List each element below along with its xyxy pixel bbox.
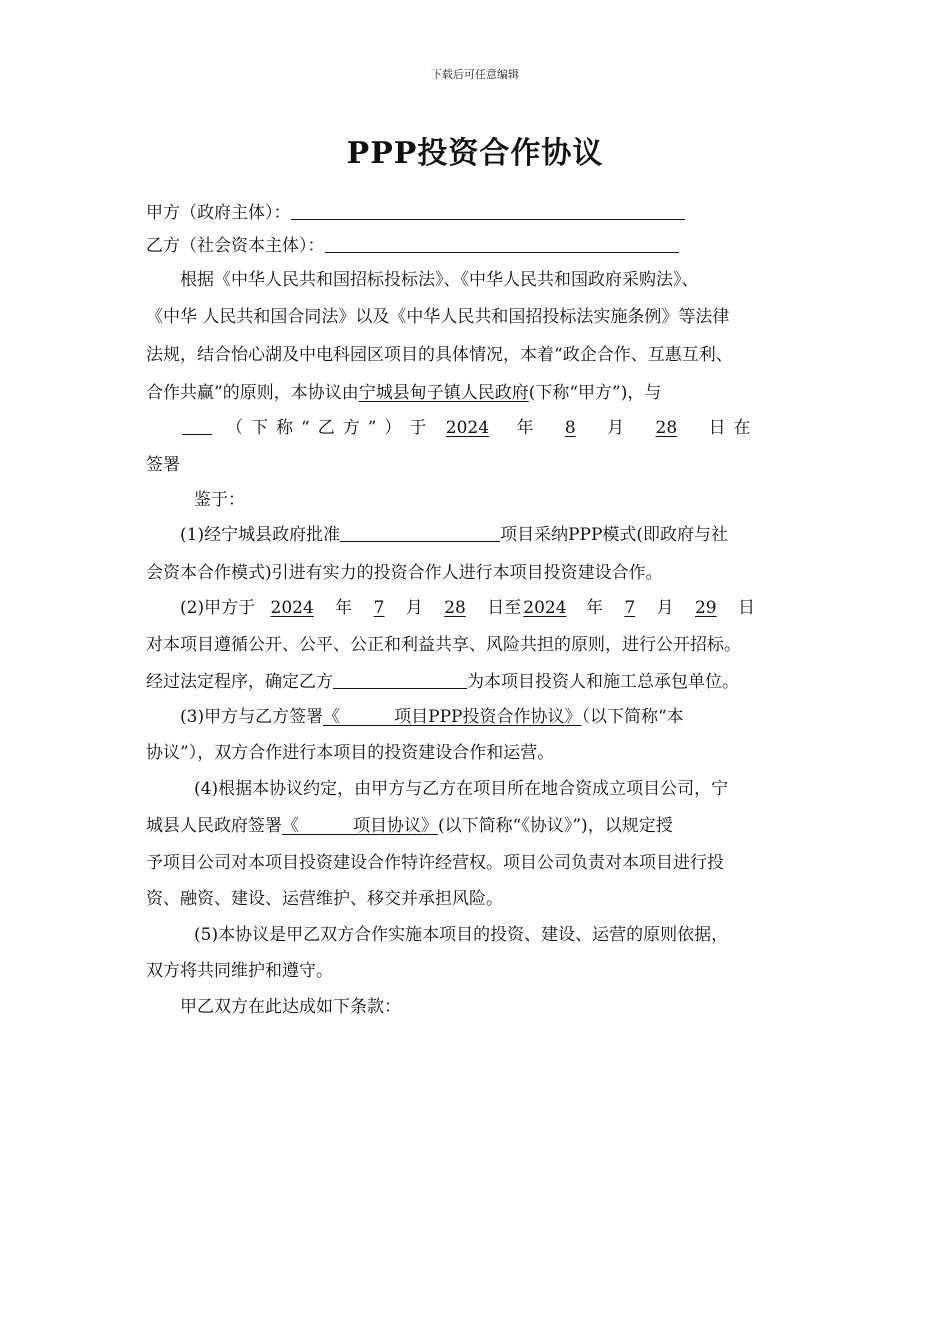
project-agreement-title: 《 项目协议》 (282, 816, 439, 836)
unit-month: 月 (656, 598, 674, 618)
clause-2-line-1 (146, 596, 860, 620)
closing-line: 甲乙双方在此达成如下条款： (180, 997, 401, 1017)
clause-1-text: 项目采纳PPP模式(即政府与社 (500, 525, 729, 545)
preamble-text: （下称“乙方”）于 (226, 418, 435, 438)
unit-day: 日 (738, 598, 756, 618)
party-b-name-blank[interactable] (333, 670, 467, 689)
unit-month: 月 (607, 418, 625, 438)
clause-3-line-1 (146, 705, 860, 729)
clause-4-text: (以下简称“《协议》”)，以规定授 (438, 816, 673, 836)
end-year: 2024 (523, 598, 567, 618)
document-title: PPP投资合作协议 (346, 136, 604, 171)
whereas-heading: 鉴于： (194, 490, 245, 510)
preamble-line-1: 根据《中华人民共和国招标投标法》、《中华人民共和国政府采购法》、 (180, 270, 699, 290)
header-note: 下载后可任意编辑 (431, 68, 519, 81)
clause-2-text: 为本项目投资人和施工总承包单位。 (467, 672, 739, 692)
clause-5-line-2: 双方将共同维护和遵守。 (146, 961, 333, 981)
project-name-blank[interactable] (340, 523, 500, 542)
clause-2-text: 日至 (487, 598, 522, 618)
party-a-field[interactable] (291, 201, 685, 220)
clause-4-line-1: (4)根据本协议约定，由甲方与乙方在项目所在地合资成立项目公司，宁 (194, 779, 729, 799)
party-b-line (146, 234, 826, 258)
party-b-blank[interactable] (182, 416, 212, 435)
preamble-line-4 (146, 381, 826, 405)
government-name: 宁城县甸子镇人民政府 (358, 383, 529, 403)
preamble-line-2: 《中华 人民共和国合同法》以及《中华人民共和国招投标法实施条例》等法律 (146, 307, 730, 327)
clause-1-line-1 (146, 523, 860, 547)
clause-2-line-3 (146, 670, 826, 694)
party-a-line (146, 201, 826, 225)
party-b-field[interactable] (325, 234, 679, 253)
clause-2-text: 经过法定程序，确定乙方 (146, 672, 333, 692)
start-year: 2024 (270, 598, 314, 618)
preamble-line-6: 签署 (146, 455, 180, 475)
unit-year: 年 (516, 418, 534, 438)
start-month: 7 (373, 598, 385, 618)
unit-month: 月 (405, 598, 423, 618)
clause-4-line-2 (146, 814, 826, 838)
party-a-label: 甲方（政府主体）： (146, 203, 291, 223)
party-b-label: 乙方（社会资本主体）： (146, 236, 325, 256)
clause-4-text: 城县人民政府签署 (146, 816, 282, 836)
clause-2-line-2: 对本项目遵循公开、公平、公正和利益共享、风险共担的原则，进行公开招标。 (146, 635, 741, 655)
unit-year: 年 (585, 598, 603, 618)
preamble-text: (下称“甲方”)，与 (528, 383, 662, 403)
clause-5-line-1: (5)本协议是甲乙双方合作实施本项目的投资、建设、运营的原则依据， (194, 925, 729, 945)
preamble-line-3: 法规，结合怡心湖及中电科园区项目的具体情况，本着“政企合作、互惠互利、 (146, 345, 733, 365)
clause-4-line-3: 予项目公司对本项目投资建设合作特许经营权。项目公司负责对本项目进行投 (146, 853, 724, 873)
clause-3-text: （以下简称“本 (581, 707, 684, 727)
clause-4-line-4: 资、融资、建设、运营维护、移交并承担风险。 (146, 889, 503, 909)
clause-3-text: (3)甲方与乙方签署 (180, 707, 324, 727)
preamble-line-5 (146, 416, 862, 440)
sign-day: 28 (655, 418, 678, 438)
preamble-text: 合作共赢”的原则，本协议由 (146, 383, 359, 403)
clause-1-line-2: 会资本合作模式)引进有实力的投资合作人进行本项目投资建设合作。 (146, 563, 663, 583)
sign-month: 8 (564, 418, 576, 438)
clause-1-text: (1)经宁城县政府批准 (180, 525, 341, 545)
preamble-text: 日在 (708, 418, 759, 438)
end-day: 29 (694, 598, 717, 618)
end-month: 7 (624, 598, 636, 618)
sign-year: 2024 (445, 418, 490, 438)
ppp-agreement-title: 《 项目PPP投资合作协议》 (323, 707, 582, 727)
start-day: 28 (444, 598, 466, 618)
clause-2-text: (2)甲方于 (180, 598, 256, 618)
clause-3-line-2: 协议”），双方合作进行本项目的投资建设合作和运营。 (146, 743, 555, 763)
unit-year: 年 (335, 598, 353, 618)
